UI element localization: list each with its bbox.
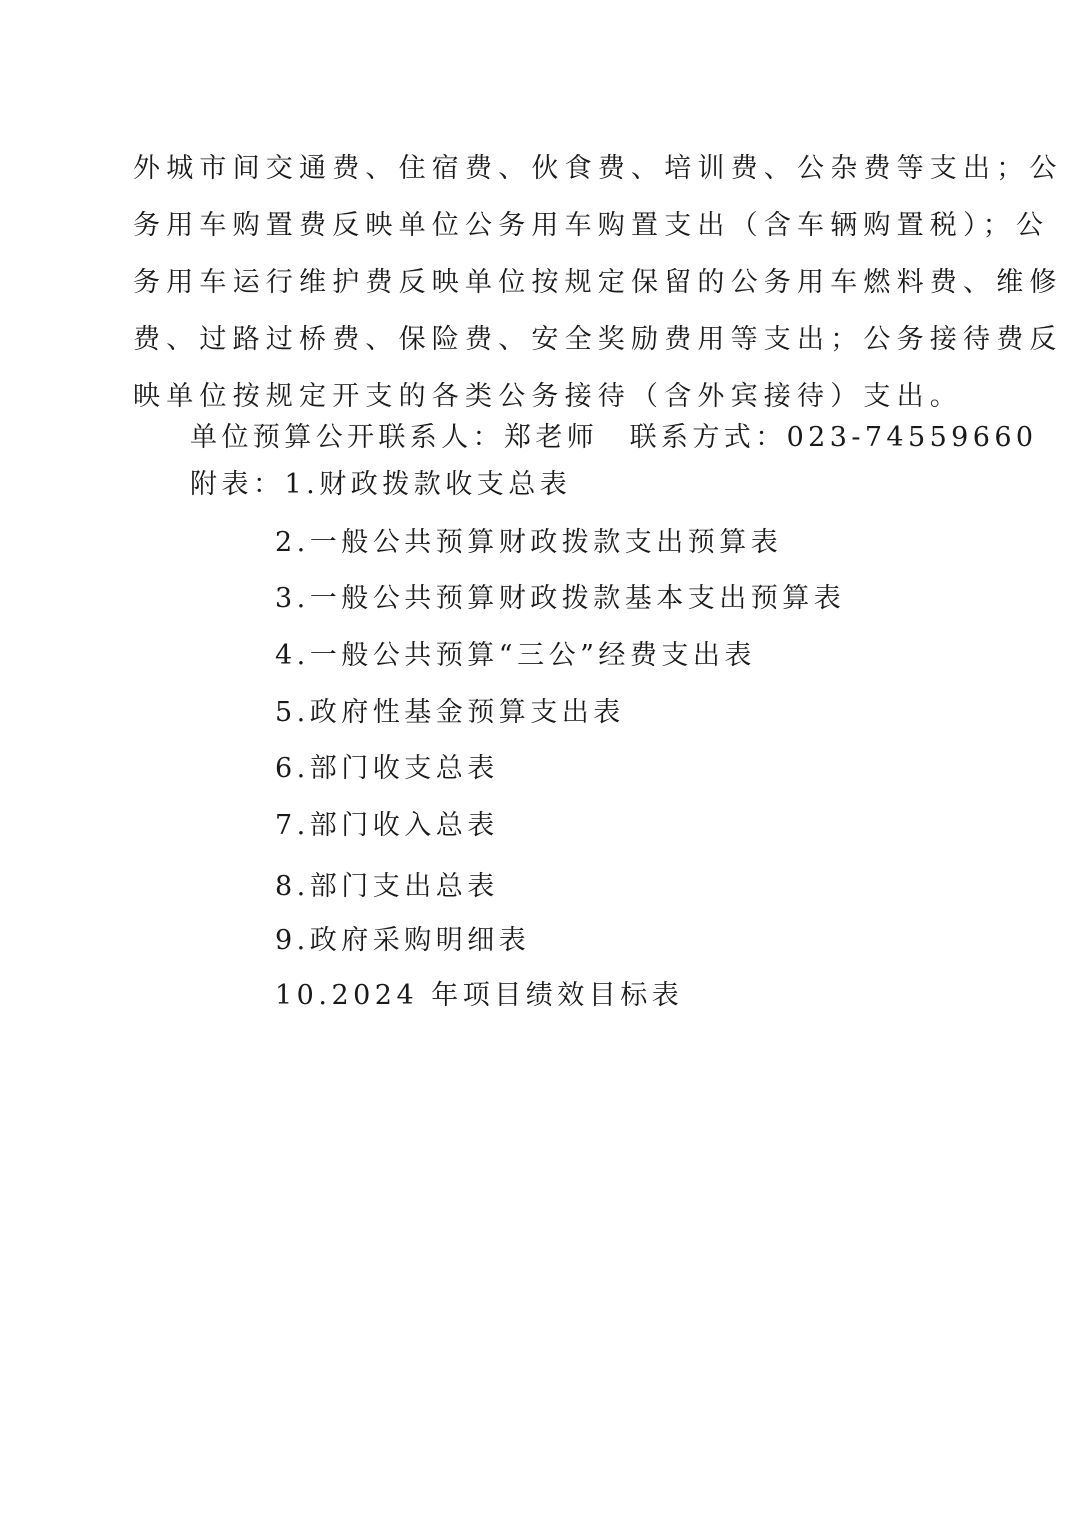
attachment-item: 6.部门收支总表 <box>275 753 499 784</box>
paragraph-line: 务用车购置费反映单位公务用车购置支出（含车辆购置税）；公 <box>133 210 1050 241</box>
attachment-item: 9.政府采购明细表 <box>275 925 531 956</box>
attachment-item: 4.一般公共预算“三公”经费支出表 <box>275 640 756 671</box>
paragraph-line: 费、过路过桥费、保险费、安全奖励费用等支出；公务接待费反 <box>133 324 1063 355</box>
paragraph-line: 映单位按规定开支的各类公务接待（含外宾接待）支出。 <box>133 381 963 412</box>
attachment-item: 8.部门支出总表 <box>275 871 499 902</box>
paragraph-line: 务用车运行维护费反映单位按规定保留的公务用车燃料费、维修 <box>133 267 1063 298</box>
paragraph-line: 外城市间交通费、住宿费、伙食费、培训费、公杂费等支出；公 <box>133 153 1063 184</box>
attachment-item: 3.一般公共预算财政拨款基本支出预算表 <box>275 583 846 614</box>
attachment-item: 7.部门收入总表 <box>275 810 499 841</box>
contact-line: 单位预算公开联系人：郑老师 联系方式：023-74559660 <box>190 422 1038 453</box>
expense-explanation-paragraph <box>133 140 1063 425</box>
attachment-item: 2.一般公共预算财政拨款支出预算表 <box>275 527 783 558</box>
attachment-item: 5.政府性基金预算支出表 <box>275 697 625 728</box>
attachment-heading: 附表：1.财政拨款收支总表 <box>190 469 572 500</box>
attachment-item: 10.2024 年项目绩效目标表 <box>275 980 684 1011</box>
